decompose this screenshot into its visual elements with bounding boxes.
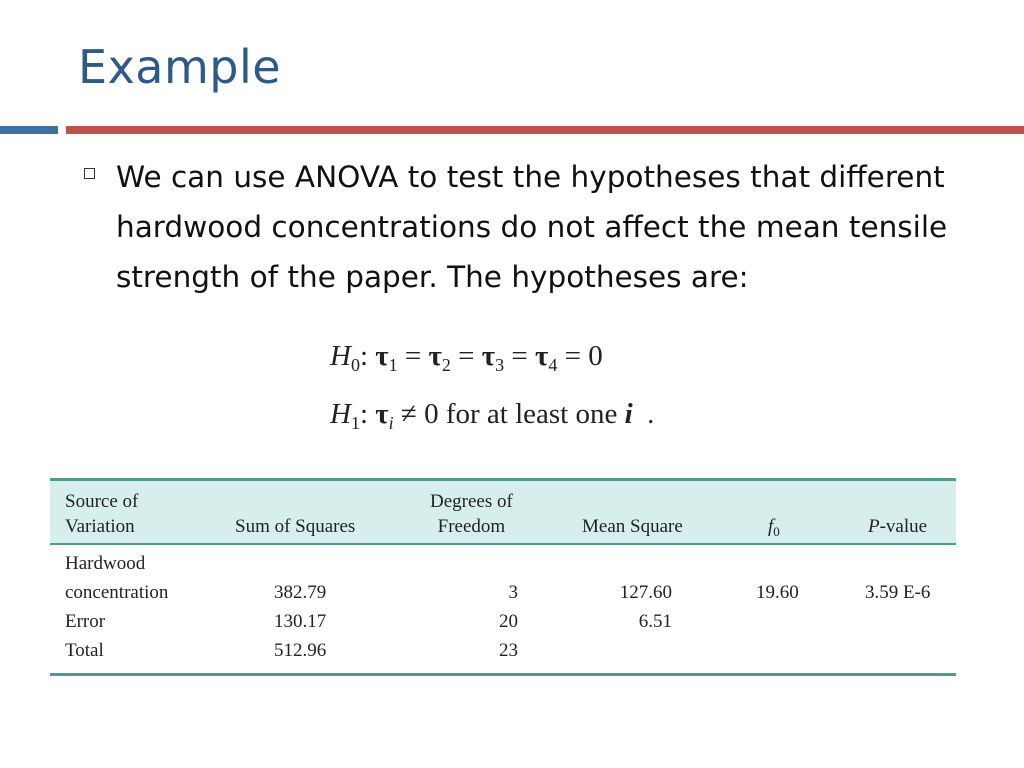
row-source: Total bbox=[65, 640, 104, 661]
row-f0: 19.60 bbox=[756, 582, 799, 603]
row-ss: 130.17 bbox=[274, 611, 327, 632]
alternative-hypothesis: $H_1$: $\tau_i \ne 0$ for at least one i . bbox=[330, 398, 655, 433]
row-ss: 512.96 bbox=[274, 640, 327, 661]
row-source bbox=[65, 549, 168, 607]
bullet-text: We can use ANOVA to test the hypotheses that different hardwood concentrations do not affect the mean tensile strength of the paper. The hypotheses are: bbox=[116, 160, 948, 294]
row-ms: 127.60 bbox=[619, 582, 672, 603]
title-rule bbox=[66, 126, 1024, 134]
header-f0 bbox=[768, 514, 780, 544]
header-df-line1: Degrees of bbox=[430, 491, 513, 512]
row-df: 20 bbox=[499, 611, 518, 632]
header-f0-base: f bbox=[768, 516, 774, 537]
row-source-line2: concentration bbox=[65, 582, 169, 603]
header-p-suffix: -value bbox=[879, 516, 928, 537]
anova-header-row bbox=[50, 478, 956, 545]
anova-body bbox=[50, 545, 956, 676]
row-df: 23 bbox=[499, 640, 518, 661]
header-df-line2: Freedom bbox=[437, 516, 506, 537]
row-source: Error bbox=[65, 611, 106, 632]
row-df: 3 bbox=[508, 582, 518, 603]
square-bullet-icon bbox=[84, 168, 95, 179]
header-p-prefix: P bbox=[868, 516, 880, 537]
header-mean-square: Mean Square bbox=[582, 516, 683, 537]
anova-table bbox=[50, 478, 956, 676]
title-rule-accent bbox=[0, 126, 58, 134]
header-sum-of-squares: Sum of Squares bbox=[235, 516, 356, 537]
null-hypothesis: $H_0$: $\tau_1 = \tau_2 = \tau_3 = \tau_4 = 0$ bbox=[330, 340, 603, 375]
slide-title: Example bbox=[78, 40, 282, 94]
header-source-line1: Source of bbox=[65, 491, 139, 512]
header-source-line2: Variation bbox=[65, 516, 135, 537]
row-source-line1: Hardwood bbox=[65, 553, 146, 574]
header-f0-sub: 0 bbox=[773, 524, 780, 539]
row-p-value: 3.59 E-6 bbox=[865, 582, 931, 603]
row-ss: 382.79 bbox=[274, 582, 327, 603]
header-degrees-of-freedom bbox=[430, 489, 513, 539]
row-ms: 6.51 bbox=[638, 611, 672, 632]
header-p-value bbox=[868, 514, 927, 539]
header-source bbox=[65, 489, 138, 539]
